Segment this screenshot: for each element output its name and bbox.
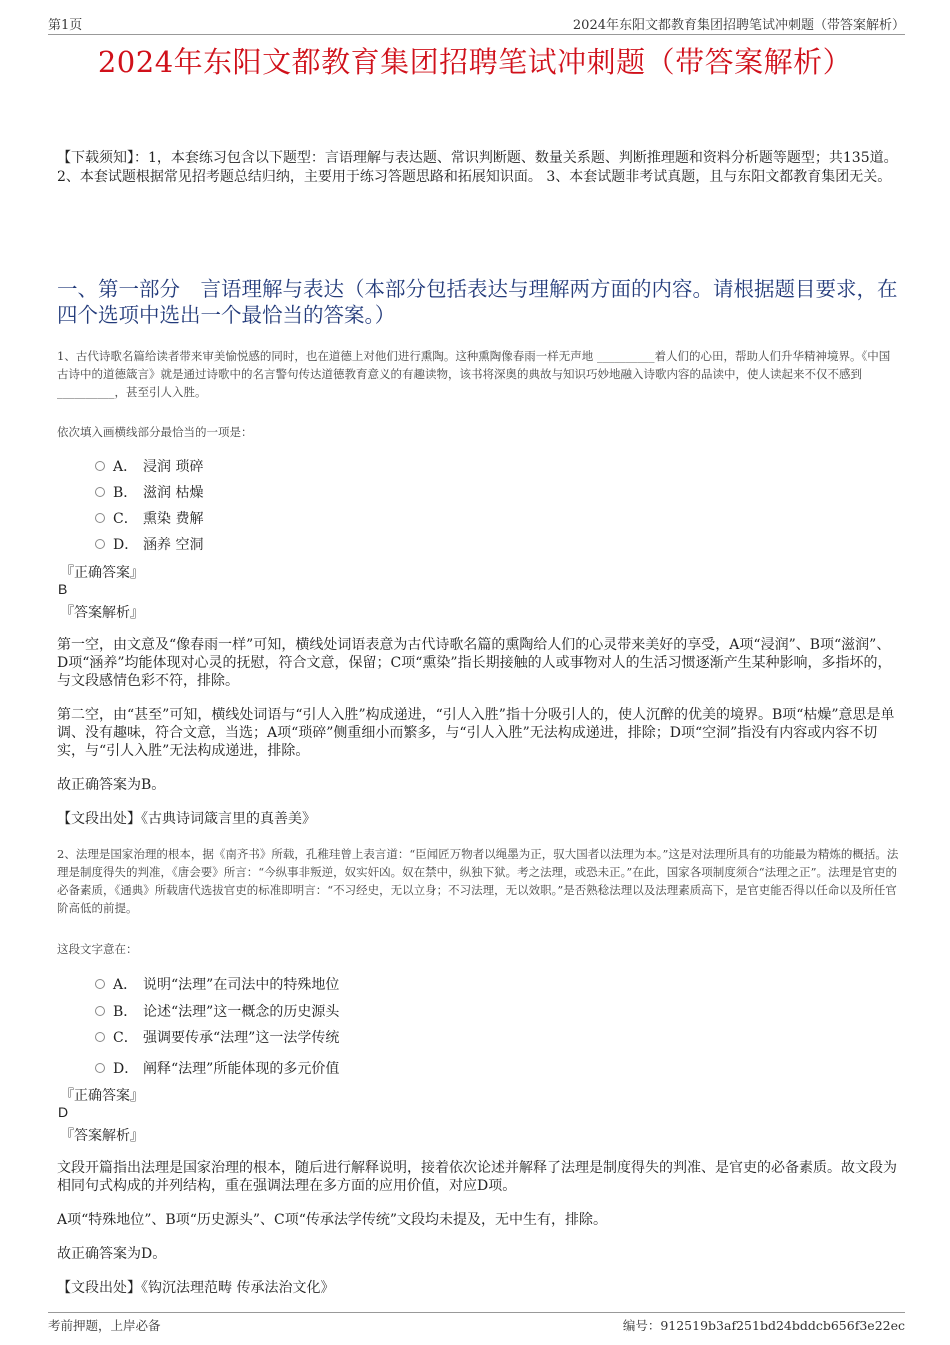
option-b[interactable]: B． 滋润 枯燥	[95, 482, 203, 502]
radio-icon[interactable]	[95, 1063, 105, 1073]
footer-slogan: 考前押题，上岸必备	[48, 1318, 161, 1333]
question-2-stem: 2、法理是国家治理的根本，据《南齐书》所载，孔稚珪曾上表言道：“臣闻匠万物者以绳墨为正，驭大国者以法理为本。”这是对法理所具有的功能最为精炼的概括。法理是制度得失的判准，《唐会要》所言：“今纵事非叛逆，奴实奸凶。奴在禁中，纵独下狱。考之法理，或恐未正。”在此，国家各项制度须合“法理之正”。法理是官吏的必备素质，《通典》所载唐代选拔官吏的标准即明言：“不习经史，无以立身；不习法理，无以效职。”是否熟稔法理以及法理素质高下，是官吏能否得以任命以及所任官阶高低的前提。	[57, 847, 899, 915]
analysis-conclusion: 故正确答案为B。	[57, 777, 166, 793]
option-c[interactable]: C． 强调要传承“法理”这一法学传统	[95, 1027, 339, 1047]
radio-icon[interactable]	[95, 461, 105, 471]
radio-icon[interactable]	[95, 539, 105, 549]
question-1-stem: 1、古代诗歌名篇给读者带来审美愉悦感的同时，也在道德上对他们进行熏陶。这种熏陶像春雨一样无声地 __________着人们的心田，帮助人们升华精神境界。《中国古诗中的道德箴言》就是通过诗歌中的名言警句传达道德教育意义的有趣读物，该书将深奥的典故与知识巧妙地融入诗歌内容的品读中，使人读起来不仅不感到 __________，甚至引人入胜。	[57, 349, 891, 399]
analysis-conclusion: 故正确答案为D。	[57, 1246, 167, 1262]
analysis-label: 『答案解析』	[60, 1128, 144, 1144]
option-b[interactable]: B． 论述“法理”这一概念的历史源头	[95, 1001, 339, 1021]
correct-answer: D	[58, 1104, 69, 1120]
analysis-paragraph: A项“特殊地位”、B项“历史源头”、C项“传承法学传统”文段均未提及，无中生有，排除。	[57, 1212, 608, 1228]
analysis-paragraph: 第二空，由“甚至”可知，横线处词语与“引人入胜”构成递进，“引人入胜”指十分吸引人的，使人沉醉的优美的境界。B项“枯燥”意思是单调、没有趣味，符合文意，当选；A项“琐碎”侧重细小而繁多，与“引人入胜”无法构成递进，排除；D项“空洞”指没有内容或内容不切实，与“引人入胜”无法构成递进，排除。	[57, 707, 895, 759]
page-number: 第1页	[48, 18, 83, 33]
correct-answer-label: 『正确答案』	[60, 565, 144, 581]
source-citation: 【文段出处】《古典诗词箴言里的真善美》	[57, 811, 316, 827]
header-doc-title: 2024年东阳文都教育集团招聘笔试冲刺题（带答案解析）	[572, 18, 905, 33]
question-2-prompt: 这段文字意在：	[57, 942, 138, 956]
download-notice: 【下载须知】：1，本套练习包含以下题型：言语理解与表达题、常识判断题、数量关系题、判断推理题和资料分析题等题型；共135道。 2、本套试题根据常见招考题总结归纳，主要用于练习答题思路和拓展知识面。 3、本套试题非考试真题，且与东阳文都教育集团无关。	[57, 150, 898, 185]
page-footer	[48, 1312, 905, 1333]
page-header	[48, 12, 905, 35]
radio-icon[interactable]	[95, 1032, 105, 1042]
analysis-paragraph: 第一空，由文意及“像春雨一样”可知，横线处词语表意为古代诗歌名篇的熏陶给人们的心灵带来美好的享受，A项“浸润”、B项“滋润”、D项“涵养”均能体现对心灵的抚慰，符合文意，保留；C项“熏染”指长期接触的人或事物对人的生活习惯逐渐产生某种影响，多指坏的，与文段感情色彩不符，排除。	[57, 637, 892, 689]
section-heading: 一、第一部分 言语理解与表达（本部分包括表达与理解两方面的内容。请根据题目要求，在四个选项中选出一个最恰当的答案。）	[57, 277, 898, 327]
source-citation: 【文段出处】《钩沉法理范畴 传承法治文化》	[57, 1280, 335, 1296]
option-c[interactable]: C． 熏染 费解	[95, 508, 203, 528]
radio-icon[interactable]	[95, 513, 105, 523]
document-serial: 编号：912519b3af251bd24bddcb656f3e22ec	[622, 1318, 905, 1333]
option-d[interactable]: D． 涵养 空洞	[95, 534, 203, 554]
page-title: 2024年东阳文都教育集团招聘笔试冲刺题（带答案解析）	[97, 45, 853, 79]
option-d[interactable]: D． 阐释“法理”所能体现的多元价值	[95, 1058, 339, 1078]
radio-icon[interactable]	[95, 1006, 105, 1016]
option-a[interactable]: A． 浸润 琐碎	[95, 456, 203, 476]
correct-answer-label: 『正确答案』	[60, 1088, 144, 1104]
question-1-prompt: 依次填入画横线部分最恰当的一项是：	[57, 425, 253, 439]
radio-icon[interactable]	[95, 979, 105, 989]
option-a[interactable]: A． 说明“法理”在司法中的特殊地位	[95, 974, 339, 994]
correct-answer: B	[58, 581, 68, 597]
radio-icon[interactable]	[95, 487, 105, 497]
analysis-label: 『答案解析』	[60, 605, 144, 621]
analysis-paragraph: 文段开篇指出法理是国家治理的根本，随后进行解释说明，接着依次论述并解释了法理是制度得失的判准、是官吏的必备素质。故文段为相同句式构成的并列结构，重在强调法理在多方面的应用价值，对应D项。	[57, 1160, 897, 1194]
